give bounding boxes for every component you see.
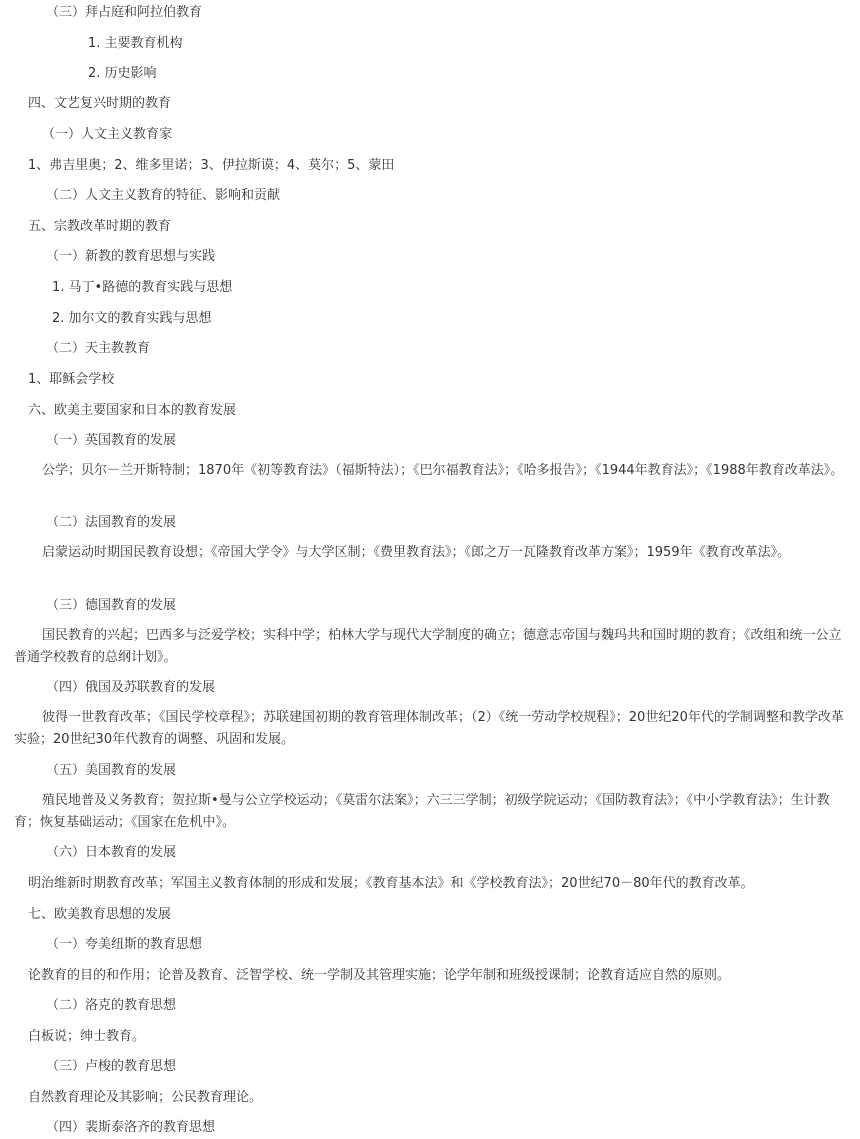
paragraph-rousseau: 自然教育理论及其影响；公民教育理论。 xyxy=(28,1090,263,1105)
heading-russia-ussr-education: （四）俄国及苏联教育的发展 xyxy=(46,680,216,695)
paragraph-england-education: 公学；贝尔－兰开斯特制；1870年《初等教育法》（福斯特法）；《巴尔福教育法》；《哈多报告》；《1944年教育法》；《1988年教育改革法》。 xyxy=(42,463,844,478)
paragraph-russia-ussr-education: 彼得一世教育改革；《国民学校章程》；苏联建国初期的教育管理体制改革；（2）《统一劳动学校规程》；20世纪20年代的学制调整和教学改革实验；20世纪30年代教育的调整、巩固和发展。 xyxy=(14,710,844,747)
subitem-jesuit-schools: 1、耶稣会学校 xyxy=(28,372,115,387)
paragraph-japan-education: 明治维新时期教育改革；军国主义教育体制的形成和发展；《教育基本法》和《学校教育法》；20世纪70－80年代的教育改革。 xyxy=(28,876,754,891)
heading-france-education: （二）法国教育的发展 xyxy=(46,515,177,530)
heading-japan-education: （六）日本教育的发展 xyxy=(46,845,177,860)
paragraph-locke: 白板说；绅士教育。 xyxy=(28,1029,146,1044)
paragraph-germany-education: 国民教育的兴起；巴西多与泛爱学校；实科中学；柏林大学与现代大学制度的确立；德意志帝国与魏玛共和国时期的教育；《改组和统一公立普通学校教育的总纲计划》。 xyxy=(14,628,842,665)
paragraph-france-education: 启蒙运动时期国民教育设想；《帝国大学令》与大学区制；《费里教育法》；《郎之万一瓦隆教育改革方案》；1959年《教育改革法》。 xyxy=(42,545,791,560)
subitem-main-institutions: 1. 主要教育机构 xyxy=(88,36,183,51)
heading-comenius: （一）夸美纽斯的教育思想 xyxy=(46,937,203,952)
heading-pestalozzi: （四）裴斯泰洛齐的教育思想 xyxy=(46,1120,216,1135)
subitem-luther: 1. 马丁•路德的教育实践与思想 xyxy=(52,280,233,295)
heading-western-japan-education: 六、欧美主要国家和日本的教育发展 xyxy=(28,403,237,418)
heading-catholic-education: （二）天主教教育 xyxy=(46,341,151,356)
heading-protestant-education: （一）新教的教育思想与实践 xyxy=(46,249,216,264)
paragraph-comenius: 论教育的目的和作用；论普及教育、泛智学校、统一学制及其管理实施；论学年制和班级授课制；论教育适应自然的原则。 xyxy=(28,968,731,983)
heading-humanist-features: （二）人文主义教育的特征、影响和贡献 xyxy=(46,188,281,203)
paragraph-usa-education: 殖民地普及义务教育；贺拉斯•曼与公立学校运动；《莫雷尔法案》；六三三学制；初级学院运动；《国防教育法》；《中小学教育法》；生计教育；恢复基础运动；《国家在危机中》。 xyxy=(14,793,830,830)
heading-western-thought: 七、欧美教育思想的发展 xyxy=(28,907,172,922)
heading-england-education: （一）英国教育的发展 xyxy=(46,433,177,448)
heading-renaissance-education: 四、文艺复兴时期的教育 xyxy=(28,96,172,111)
heading-reformation-education: 五、宗教改革时期的教育 xyxy=(28,219,172,234)
heading-byzantine-arab-education: （三）拜占庭和阿拉伯教育 xyxy=(46,5,203,20)
subitem-historical-influence: 2. 历史影响 xyxy=(88,66,157,81)
subitem-calvin: 2. 加尔文的教育实践与思想 xyxy=(52,311,212,326)
heading-locke: （二）洛克的教育思想 xyxy=(46,998,177,1013)
heading-rousseau: （三）卢梭的教育思想 xyxy=(46,1059,177,1074)
heading-germany-education: （三）德国教育的发展 xyxy=(46,598,177,613)
heading-usa-education: （五）美国教育的发展 xyxy=(46,763,177,778)
list-humanist-educators: 1、弗吉里奥；2、维多里诺；3、伊拉斯谟；4、莫尔；5、蒙田 xyxy=(28,158,395,173)
heading-humanist-educators: （一）人文主义教育家 xyxy=(42,127,173,142)
